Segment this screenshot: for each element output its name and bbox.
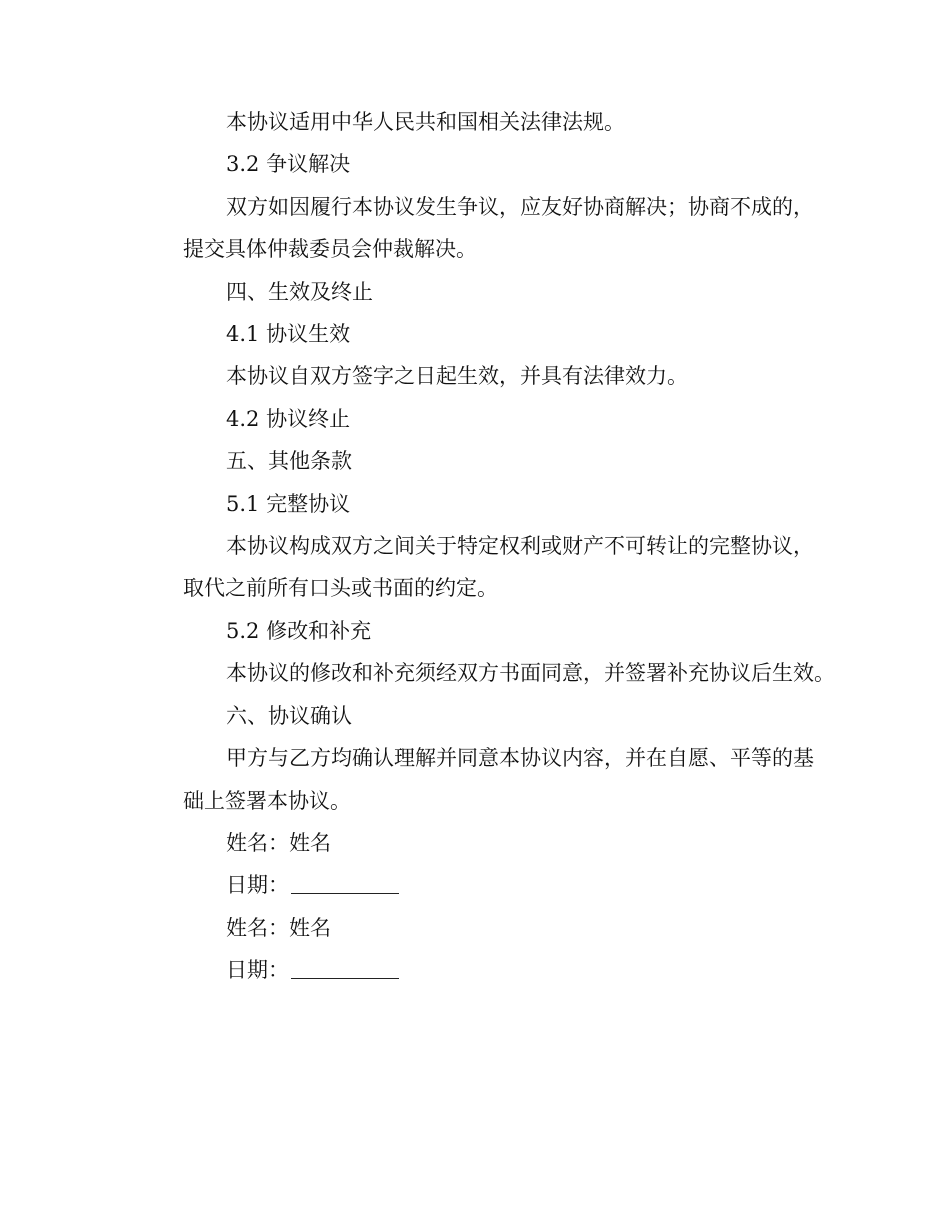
signature-date-2 [140,949,840,991]
paragraph-line: 本协议的修改和补充须经双方书面同意，并签署补充协议后生效。 [226,661,835,686]
heading-line: 3.2 争议解决 [226,152,351,177]
heading-3-2 [140,143,840,185]
signature-name-2 [140,907,840,949]
paragraph-effective [140,355,840,397]
paragraph-amendment [140,652,840,694]
heading-line: 六、协议确认 [226,703,352,728]
paragraph-governing-law [140,101,840,143]
heading-4-1 [140,313,840,355]
paragraph-line: 本协议适用中华人民共和国相关法律法规。 [226,110,625,134]
paragraph-line: 础上签署本协议。 [183,788,351,813]
paragraph-line: 甲方与乙方均确认理解并同意本协议内容，并在自愿、平等的基 [226,746,814,771]
heading-line: 5.1 完整协议 [226,491,351,516]
heading-line: 5.2 修改和补充 [226,618,372,643]
heading-5-1 [140,483,840,525]
name-value: 姓名 [289,915,331,940]
signature-date-row [140,949,840,991]
signature-date-1 [140,864,840,906]
paragraph-entire-agreement [140,525,840,610]
heading-line: 四、生效及终止 [226,279,373,304]
paragraph-line: 取代之前所有口头或书面的约定。 [183,576,498,601]
name-label: 姓名： [226,830,289,855]
document-body [140,101,840,992]
paragraph-line: 提交具体仲裁委员会仲裁解决。 [183,237,477,262]
heading-section-6 [140,695,840,737]
date-blank-line [291,873,399,894]
heading-4-2 [140,398,840,440]
date-label: 日期： [226,958,289,983]
paragraph-line: 本协议构成双方之间关于特定权利或财产不可转让的完整协议， [226,534,814,559]
heading-line: 4.2 协议终止 [226,406,351,431]
heading-section-5 [140,440,840,482]
heading-section-4 [140,271,840,313]
date-label: 日期： [226,873,289,898]
signature-name-row [140,822,840,864]
date-blank-line [291,958,399,979]
paragraph-dispute [140,186,840,271]
signature-name-row [140,907,840,949]
name-label: 姓名： [226,915,289,940]
heading-5-2 [140,610,840,652]
paragraph-line: 双方如因履行本协议发生争议，应友好协商解决；协商不成的， [226,194,814,219]
signature-name-1 [140,822,840,864]
paragraph-confirmation [140,737,840,822]
heading-line: 五、其他条款 [226,449,352,474]
heading-line: 4.1 协议生效 [226,322,351,347]
signature-date-row [140,864,840,906]
name-value: 姓名 [289,830,331,855]
paragraph-line: 本协议自双方签字之日起生效，并具有法律效力。 [226,364,688,389]
